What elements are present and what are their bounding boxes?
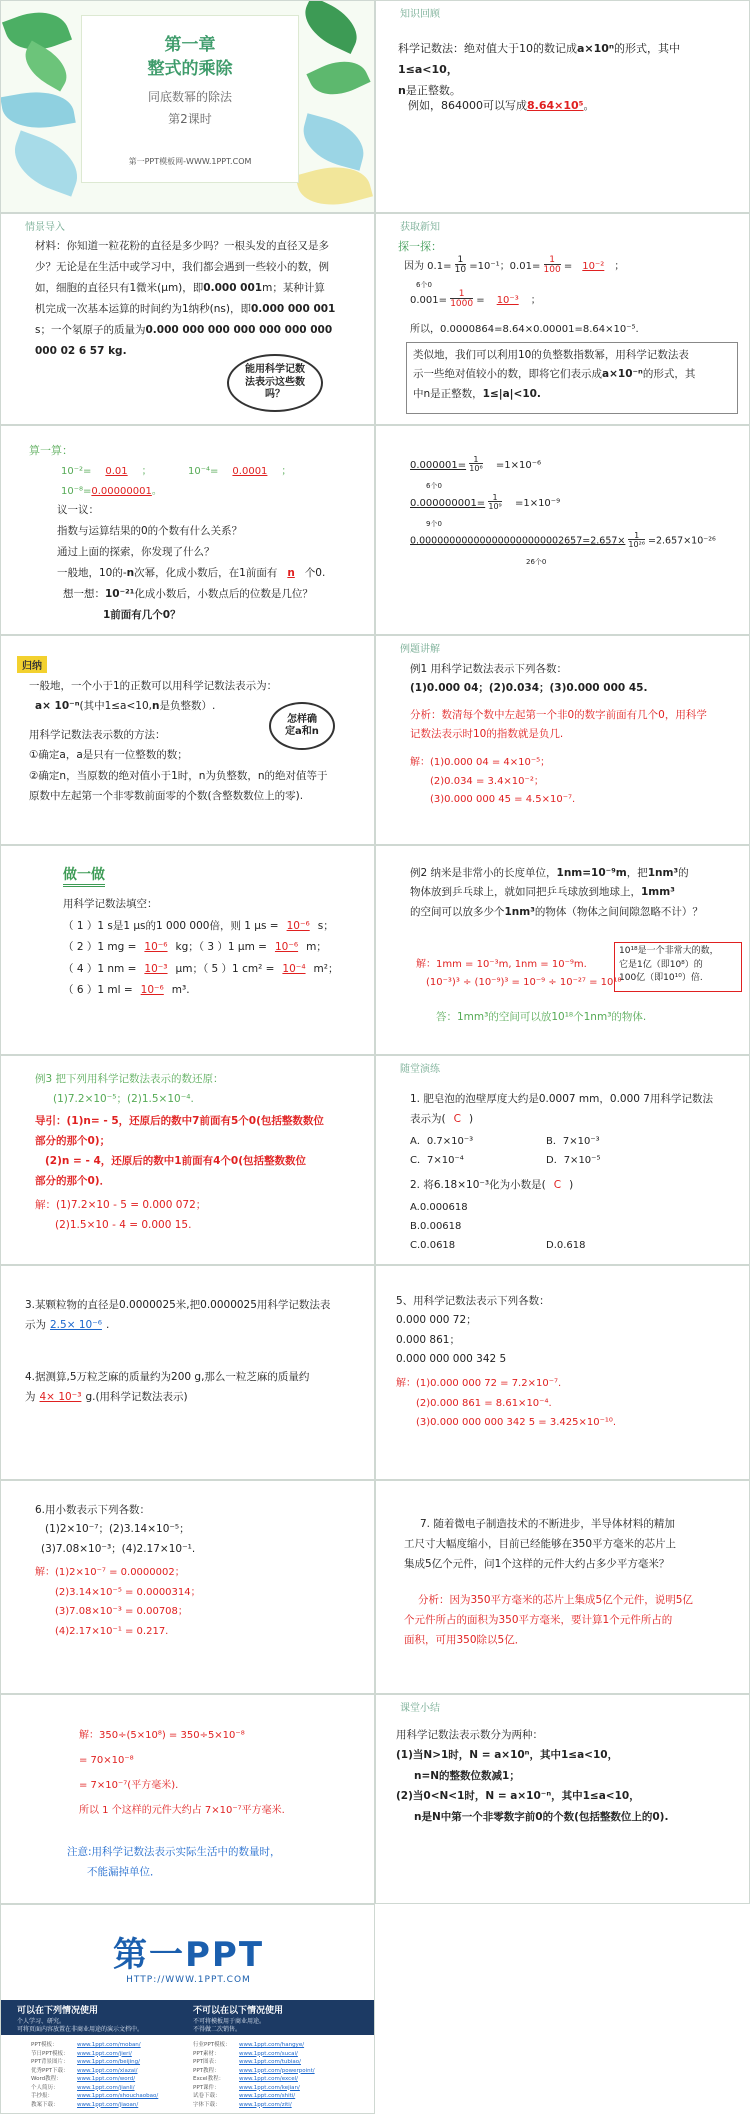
slide-new-knowledge [375, 213, 750, 425]
slide-intro [0, 213, 375, 425]
section-tag: 随堂演练 [400, 1064, 440, 1075]
resource-links-left [31, 2041, 191, 2109]
thought-bubble: 怎样确定a和n [269, 702, 335, 750]
resource-link-row [31, 2067, 191, 2076]
resource-link[interactable]: www.1ppt.com/jiaoan/ [77, 2101, 139, 2108]
fraction: $\frac{1}{\text{10²⁶}}$ [628, 531, 645, 549]
slide-review [375, 0, 750, 213]
slide-class-summary [375, 1694, 750, 1904]
usage-band [1, 2000, 375, 2035]
fraction-row-2: $0.000000001= \frac{1}{\text{10⁹}} =1\times 10^{-9}$ [410, 493, 561, 511]
analogy-box: 类似地，我们可以利用10的负整数指数幂，用科学记数法表 示一些绝对值较小的数，即将它们表示成a×10⁻ⁿ的形式，其 中n是正整数，1≤|a|<10. [406, 342, 738, 414]
section-tag: 课堂小结 [400, 1703, 440, 1714]
resource-link-label: 个人简历： [31, 2084, 59, 2091]
slide-calculate [0, 425, 375, 635]
resource-link-row [31, 2050, 191, 2059]
slide-in-class-practice [375, 1055, 750, 1265]
question-7-analysis: 分析：因为350平方毫米的芯片上集成5亿个元件，说明5亿 个元件所占的面积为350平方毫米，要计算1个元件所占的 面积，可用350除以5亿． [404, 1594, 693, 1646]
practice-items: 用科学记数法填空： （ 1 ）1 s是1 μs的1 000 000倍，则 1 μs = 10⁻⁶ s； （ 2 ）1 mg = 10⁻⁶ kg；（ 3 ）1 μm = 10⁻⁶ m； （ 4 ）1 nm = 10⁻³ μm；（ 5 ）1 cm² = 10⁻⁴ m²； （ 6 ）1 ml = 10⁻⁶ m³. [63, 898, 339, 997]
resource-link[interactable]: www.1ppt.com/shiti/ [239, 2093, 296, 2099]
section-tag: 做一做 [63, 864, 105, 887]
resource-link-label: PPT课件： [193, 2084, 220, 2091]
calc-row-2: 10⁻⁸=0.00000001。 [61, 486, 162, 497]
resource-links-right [193, 2041, 363, 2109]
resource-link[interactable]: www.1ppt.com/sucai/ [239, 2050, 298, 2057]
resource-link-row [193, 2041, 363, 2050]
allowed-item: 可将页面内容放置在非商业用途的演示文档中。 [17, 2026, 144, 2033]
slide-promo [0, 1904, 375, 2114]
example-1-question: 例1 用科学记数法表示下列各数： (1)0.000 04；(2)0.034；(3)0.000 000 45. [410, 663, 648, 695]
zero-count-note: 6个0 [426, 482, 442, 490]
resource-link[interactable]: www.1ppt.com/hangye/ [239, 2042, 305, 2048]
slide-question-6 [0, 1480, 375, 1694]
example-text: 例如，864000可以写成8.64×10⁵。 [408, 99, 595, 112]
slide-summary-rule [0, 635, 375, 845]
cover-title-card [81, 15, 299, 183]
slide-cover [0, 0, 375, 213]
resource-link-label: PPT模板： [31, 2042, 58, 2048]
example-3-hint: 导引：(1)n= - 5，还原后的数中7前面有5个0(包括整数数位 部分的那个0)； (2)n = - 4，还原后的数中1前面有4个0(包括整数数位 部分的那个0)． [35, 1115, 324, 1187]
fraction-row-1: $0.000001= \frac{1}{\text{10⁶}} =1\times 10^{-6}$ [410, 455, 541, 473]
resource-link-row [31, 2092, 191, 2101]
slide-question-7 [375, 1480, 750, 1694]
resource-link[interactable]: www.1ppt.com/jieri/ [77, 2050, 132, 2057]
lesson-title: 同底数幂的除法 [147, 90, 232, 104]
example-1-solution: 解：(1)0.000 04 = 4×10⁻⁵； (2)0.034 = 3.4×10⁻²； (3)0.000 000 45 = 4.5×10⁻⁷. [410, 757, 576, 805]
question-6-solution: 解：(1)2×10⁻⁷ = 0.0000002； (2)3.14×10⁻⁵ = 0.0000314； (3)7.08×10⁻³ = 0.00708； (4)2.17×10⁻¹ = 0.217. [35, 1567, 201, 1637]
section-tag: 例题讲解 [400, 644, 440, 655]
summary-text: 用科学记数法表示数分为两种： (1)当N>1时，N = a×10ⁿ，其中1≤a<10， n=N的整数位数减1； (2)当0<N<1时，N = a×10⁻ⁿ，其中1≤a<10， n是N中第一个非零数字前0的个数(包括整数位上的0). [396, 1729, 669, 1823]
calc-row-1: 10⁻²= 0.01 ； 10⁻⁴= 0.0001 ； [61, 466, 292, 477]
slide-question-5 [375, 1265, 750, 1480]
explore-line-2: $0.001= \frac{1}{1000} = 10^{-3}$ ； [410, 289, 541, 309]
zero-count-note: 26个0 [526, 558, 547, 566]
example-3-solution: 解：(1)7.2×10 - 5 = 0.000 072； (2)1.5×10 - 4 = 0.000 15. [35, 1199, 207, 1231]
example-3-question: 例3 把下列用科学记数法表示的数还原： (1)7.2×10⁻⁵；(2)1.5×10⁻⁴. [35, 1073, 224, 1105]
resource-link-label: Word教程： [31, 2076, 62, 2082]
explore-line-1: 因为 $0.1= \frac{1}{10} =10^{-1}$；$0.01= \frac{1}{100} = 10^{-2}$ ； [404, 255, 625, 275]
resource-link-row [193, 2050, 363, 2059]
resource-link-label: PPT图表： [193, 2059, 220, 2065]
slide-example-1 [375, 635, 750, 845]
lesson-period: 第2课时 [168, 112, 212, 126]
slide-fractions [375, 425, 750, 635]
resource-link[interactable]: www.1ppt.com/powerpoint/ [239, 2067, 315, 2074]
resource-link-label: 字体下载： [193, 2101, 221, 2108]
resource-link-row [193, 2084, 363, 2093]
resource-link-label: 教案下载： [31, 2101, 59, 2108]
slide-practice [0, 845, 375, 1055]
slide-question-7-solution [0, 1694, 375, 1904]
resource-link[interactable]: www.1ppt.com/moban/ [77, 2042, 141, 2048]
resource-link-label: 行业PPT模板： [193, 2042, 231, 2048]
section-tag: 算一算： [29, 444, 73, 457]
example-2-question: 例2 纳米是非常小的长度单位，1nm=10⁻⁹m，把1nm³的 物体放到乒乓球上，就如同把乒乓球放到地球上，1mm³ 的空间可以放多少个1nm³的物体（物体之间间隙忽略不计）？ [410, 867, 703, 918]
allowed-item: 个人学习、研究。 [17, 2018, 66, 2025]
resource-link-row [193, 2058, 363, 2067]
resource-link-label: 试卷下载： [193, 2093, 221, 2099]
example-1-analysis: 分析：数清每个数中左起第一个非0的数字前面有几个0，用科学 记数法表示时10的指数就是负几. [410, 709, 707, 741]
material-text: 材料：你知道一粒花粉的直径是多少吗？一根头发的直径又是多 少？无论是在生活中或学习中，我们都会遇到一些较小的数，例 如，细胞的直径只有1微米(μm)，即0.000 001m；某种计算 机完成一次基本运算的时间约为1纳秒(ns)，即0.000 000 001 s；一个氡原子的质量为0.000 000 000 000 000 000 000 000 02 6 57 kg. [35, 240, 336, 357]
resource-link-row [31, 2075, 191, 2084]
resource-link-label: PPT素材： [193, 2050, 220, 2057]
chapter-label: 第一章 [164, 35, 216, 55]
resource-link[interactable]: www.1ppt.com/ziti/ [239, 2101, 292, 2108]
definition-text: 科学记数法：绝对值大于10的数记成a×10ⁿ的形式，其中1≤a<10， n是正整数。 [398, 42, 680, 97]
thought-bubble: 能用科学记数法表示这些数吗？ [227, 354, 323, 412]
section-tag: 情景导入 [25, 222, 65, 233]
slide-questions-3-4 [0, 1265, 375, 1480]
resource-link[interactable]: www.1ppt.com/jianli/ [77, 2084, 135, 2091]
resource-link-row [31, 2084, 191, 2093]
brand-logo: 第一PPT [112, 1935, 265, 1975]
fraction: $\frac{1}{1000}$ [450, 289, 474, 309]
resource-link-label: PPT教程： [193, 2067, 220, 2074]
fraction-row-3: $0.000000000000000000000002657=2.657\times \frac{1}{\text{10²⁶}} =2.657\times 10^{-26}$ [410, 531, 716, 549]
question-7: 7. 随着微电子制造技术的不断进步，半导体材料的精加 工尺寸大幅度缩小，目前已经能够在350平方毫米的芯片上 集成5亿个元件，问1个这样的元件大约占多少平方毫米？ [404, 1518, 677, 1570]
example-answer: 8.64×10⁵ [527, 99, 584, 112]
unit-note: 注意:用科学记数法表示实际生活中的数量时， 不能漏掉单位． [67, 1846, 281, 1878]
resource-link-label: 手抄报： [31, 2093, 54, 2099]
brand-url[interactable]: HTTP://WWW.1PPT.COM [126, 1975, 251, 1985]
resource-link[interactable]: www.1ppt.com/kejian/ [239, 2084, 300, 2091]
resource-link[interactable]: www.1ppt.com/tubiao/ [239, 2059, 301, 2065]
explore-label: 探一探： [398, 240, 442, 253]
chapter-title: 整式的乘除 [147, 59, 233, 79]
resource-link[interactable]: www.1ppt.com/shouchaobao/ [77, 2093, 159, 2099]
callout-box: 10¹⁸是一个非常大的数， 它是1亿（即10⁸）的 100亿（即10¹⁰）倍. [614, 942, 742, 992]
fraction: $\frac{1}{\text{10⁶}}$ [469, 455, 483, 473]
zero-count-note: 9个0 [426, 520, 442, 528]
practice-question-2: 2. 将6.18×10⁻³化为小数是( C ) [410, 1179, 574, 1191]
resource-link-row [31, 2058, 191, 2067]
resource-link[interactable]: www.1ppt.com/beijing/ [77, 2059, 141, 2065]
resource-link-row [193, 2101, 363, 2110]
fraction: $\frac{1}{100}$ [543, 255, 561, 275]
explore-line-3: 所以，0.0000864=8.64×0.00001=8.64×10⁻⁵. [410, 324, 639, 335]
allowed-title: 可以在下列情况使用 [17, 2006, 99, 2016]
resource-link[interactable]: www.1ppt.com/word/ [77, 2076, 136, 2082]
question-5-solution: 解：(1)0.000 000 72 = 7.2×10⁻⁷. (2)0.000 861 = 8.61×10⁻⁴. (3)0.000 000 000 342 5 = 3.425×10⁻¹⁰. [396, 1378, 617, 1428]
q1-options: A．0.7×10⁻³ B．7×10⁻³ C．7×10⁻⁴ D．7×10⁻⁵ [410, 1136, 601, 1166]
section-tag: 获取新知 [400, 222, 440, 233]
resource-link-label: Excel教程： [193, 2076, 225, 2082]
forbidden-title: 不可以在以下情况使用 [193, 2006, 284, 2016]
section-tag: 归纳 [17, 656, 47, 673]
question-4: 4.据测算,5万粒芝麻的质量约为200 g,那么一粒芝麻的质量约 为 4× 10⁻³ g.(用科学记数法表示) [25, 1371, 310, 1403]
fraction: $\frac{1}{\text{10⁹}}$ [488, 493, 502, 511]
cover-site-link[interactable]: 第一PPT模板网-WWW.1PPT.COM [128, 157, 252, 166]
resource-link-label: PPT背景图片： [31, 2059, 69, 2065]
question-5: 5、用科学记数法表示下列各数： 0.000 000 72； 0.000 861； 0.000 000 000 342 5 [396, 1295, 550, 1366]
forbidden-item: 不得做二次销售。 [193, 2026, 242, 2033]
resource-link-row [31, 2041, 191, 2050]
zero-count-note: 6个0 [416, 281, 432, 289]
question-3: 3.某颗粒物的直径是0.0000025米,把0.0000025用科学记数法表 示为 2.5× 10⁻⁶ . [25, 1299, 331, 1331]
slide-example-3 [0, 1055, 375, 1265]
practice-question-1: 1. 肥皂泡的泡壁厚度大约是0.0007 mm，0.000 7用科学记数法 表示为( C ) [410, 1093, 713, 1125]
resource-link-row [31, 2101, 191, 2110]
question-6: 6.用小数表示下列各数： (1)2×10⁻⁷；(2)3.14×10⁻⁵； (3)7.08×10⁻³；(4)2.17×10⁻¹. [35, 1504, 196, 1555]
example-2-answer: 答：1mm³的空间可以放10¹⁸个1nm³的物体. [436, 1011, 647, 1023]
resource-link-label: 优秀PPT下载： [31, 2067, 69, 2074]
question-7-solution: 解：350÷(5×10⁸) = 350÷5×10⁻⁸ = 70×10⁻⁸ = 7×10⁻⁷(平方毫米). 所以 1 个这样的元件大约占 7×10⁻⁷平方毫米. [79, 1730, 285, 1816]
q2-options: A.0.000618 B.0.00618 C.0.0618 D.0.618 [410, 1202, 586, 1251]
resource-link[interactable]: www.1ppt.com/excel/ [239, 2076, 298, 2082]
resource-link-row [193, 2067, 363, 2076]
slide-example-2 [375, 845, 750, 1055]
fraction: $\frac{1}{10}$ [454, 255, 467, 275]
resource-link-row [193, 2092, 363, 2101]
forbidden-item: 不可将模板用于商业用途。 [193, 2018, 266, 2025]
discussion-text: 议一议： 指数与运算结果的0的个数有什么关系？ 通过上面的探索，你发现了什么？ 一般地，10的-n次幂，化成小数后，在1前面有 n 个0. 想一想：10⁻²¹化成小数后，小数点后的位数是几位？ 1前面有几个0？ [57, 504, 326, 621]
rule-text: 一般地，一个小于1的正数可以用科学记数法表示为： a× 10⁻ⁿ(其中1≤a<10,n是负整数）. 用科学记数法表示数的方法： ①确定a，a是只有一位整数的数； ②确定n，当原数的绝对值小于1时，n为负整数，n的绝对值等于 原数中左起第一个非零数前面零的个数(含整数数位上的零). [29, 680, 328, 803]
resource-link-row [193, 2075, 363, 2084]
resource-link[interactable]: www.1ppt.com/xiazai/ [77, 2067, 138, 2074]
section-tag: 知识回顾 [400, 9, 440, 20]
example-2-solution: 解：1mm = 10⁻³m, 1nm = 10⁻⁹m. (10⁻³)³ ÷ (10⁻⁹)³ = 10⁻⁹ ÷ 10⁻²⁷ = 10¹⁸ [416, 959, 622, 988]
resource-link-label: 节日PPT模板： [31, 2050, 69, 2057]
